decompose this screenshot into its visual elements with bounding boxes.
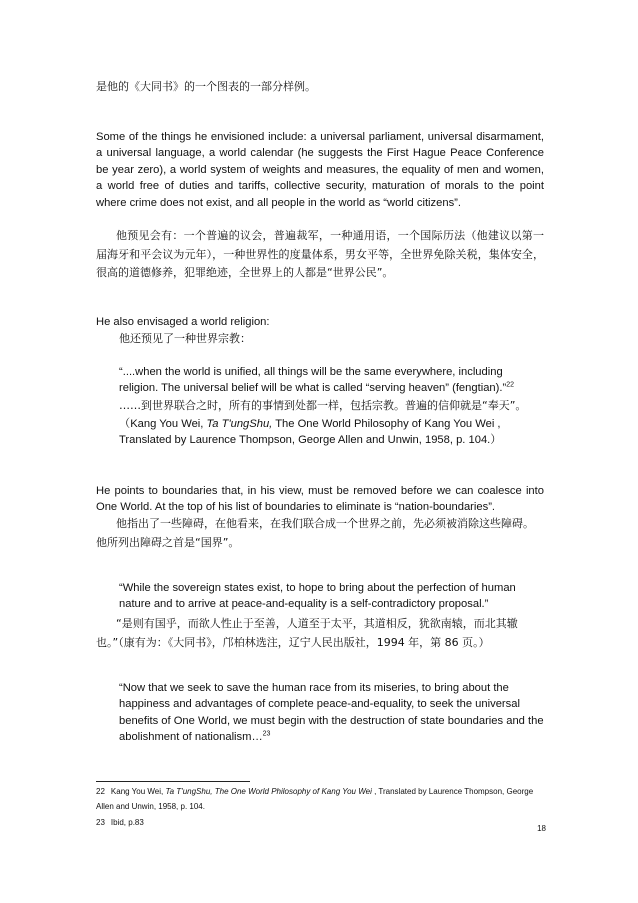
citation-title: Ta T'ungShu,	[206, 418, 273, 430]
footnote-ref-23: 23	[262, 730, 271, 738]
footnote-text-prefix: Kang You Wei,	[110, 787, 166, 796]
paragraph-world-religion-chinese: 他还预见了一种世界宗教：	[119, 332, 251, 345]
quote-sovereign-states: “While the sovereign states exist, to hope to bring about the perfection of human nature and to arrive at peace-and-equality is a self-contradictory proposal.”	[119, 582, 516, 611]
quote-serving-heaven	[119, 364, 544, 397]
footnote-text-suffix: , Translated by Laurence Thompson, George Allen and Unwin, 1958, p. 104.	[96, 787, 534, 811]
quote-serving-heaven-chinese: ……到世界联合之时，所有的事情到处都一样，包括宗教。普遍的信仰就是“奉天”。	[119, 399, 527, 412]
footnote-number: 22	[96, 787, 105, 796]
citation-details: The One World Philosophy of Kang You Wei , Translated by Laurence Thompson, George Allen and Unwin, 1958, p. 104.）	[119, 418, 502, 447]
quote-sovereign-states-chinese: “是则有国乎，而欲人性止于至善，人道至于太平，其道相反，犹欲南辕，而北其辙也。”（康有为：《大同书》，邝柏林选注，辽宁人民出版社，1994 年，第 86 页。）	[96, 617, 518, 649]
paragraph-universal-institutions-chinese: 他预见会有：一个普遍的议会，普遍裁军，一种通用语，一个国际历法（他建议以第一届海牙和平会议为元年），一种世界性的度量体系，男女平等，全世界免除关税，集体安全，很高的道德修养，犯罪绝迹，全世界上的人都是“世界公民”。	[96, 229, 544, 279]
paragraph-world-religion: He also envisaged a world religion:	[96, 316, 270, 328]
page-number: 18	[537, 824, 546, 833]
paragraph-boundaries: He points to boundaries that, in his view, must be removed before we can coalesce into One World. At the top of his list of boundaries to eliminate is “nation-boundaries”.	[96, 485, 544, 514]
footnote-separator	[96, 781, 250, 782]
footnote-ref-22: 22	[506, 381, 514, 389]
paragraph-boundaries-chinese: 他指出了一些障碍，在他看来，在我们联合成一个世界之前，先必须被消除这些障碍。他所列出障碍之首是“国界”。	[96, 517, 534, 549]
quote-save-human-race	[119, 680, 544, 746]
footnote-22	[96, 784, 546, 814]
intro-chinese-line: 是他的《大同书》的一个图表的一部分样例。	[96, 80, 316, 93]
footnote-23	[96, 815, 546, 830]
paragraph-universal-institutions: Some of the things he envisioned include: a universal parliament, universal disarmament, a universal language, a world calendar (he suggests the First Hague Peace Conference be year zero), a world system of weights and measures, the equality of men and women, a world free of duties and tariffs, collective security, maturation of morals to the point where crime does not exist, and all people in the world as “world citizens”.	[96, 131, 544, 209]
quote-serving-heaven-citation	[119, 416, 544, 449]
footnote-number: 23	[96, 818, 105, 827]
quote-serving-heaven-text: “....when the world is unified, all things will be the same everywhere, including religion. The universal belief will be what is called “serving heaven” (fengtian).”	[119, 366, 507, 395]
footnote-title: Ta T'ungShu, The One World Philosophy of Kang You Wei	[165, 787, 372, 796]
citation-prefix: （Kang You Wei,	[119, 418, 207, 430]
footnote-text-prefix: Ibid, p.83	[110, 818, 144, 827]
quote-save-human-race-text: “Now that we seek to save the human race from its miseries, to bring about the happiness and advantages of complete peace-and-equality, to seek the universal benefits of One World, we must begin with the destruction of state boundaries and the abolishment of nationalism…	[119, 682, 544, 744]
